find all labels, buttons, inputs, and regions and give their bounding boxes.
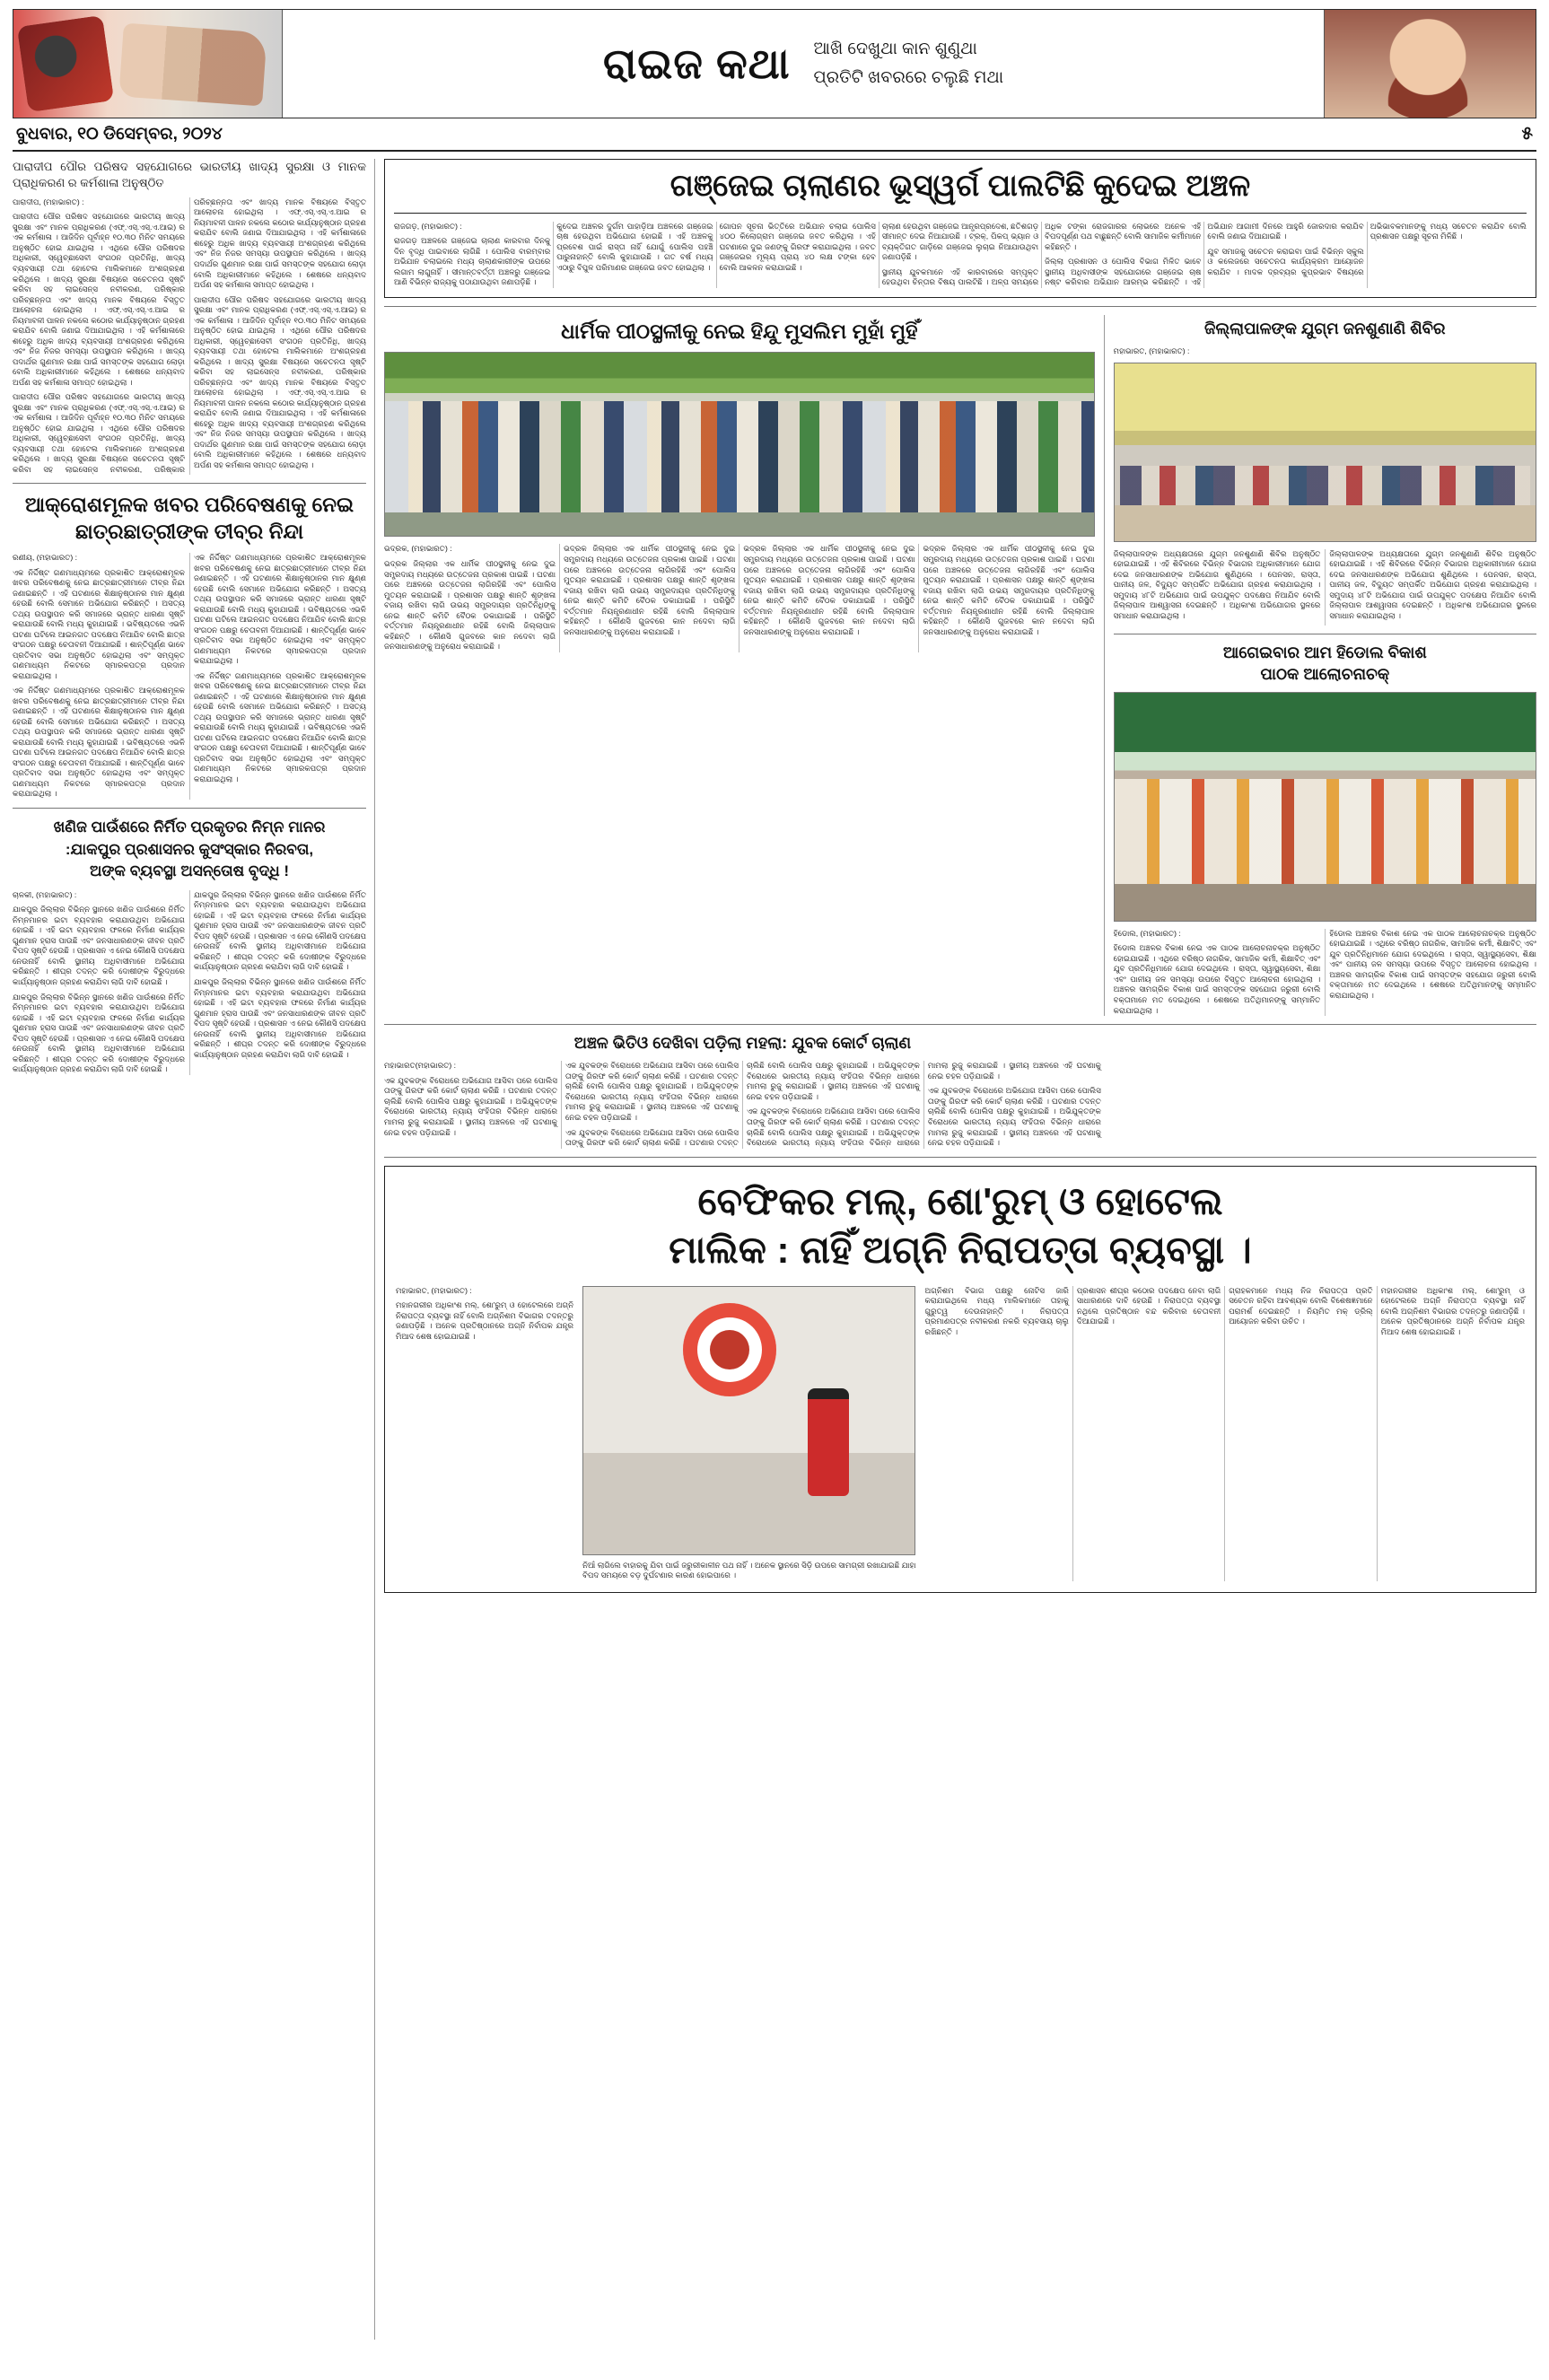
fist-logo bbox=[13, 10, 283, 118]
reader-story-headline-l1: ଆଗେଇବାର ଆମ ହିଡୋଲ ବିକାଶ bbox=[1222, 643, 1427, 662]
divider-2 bbox=[13, 808, 366, 809]
camp-story-headline: ଜିଲ୍ଲାପାଳଙ୍କ ଯୁଗ୍ମ ଜନଶୁଣାଣି ଶିବିର bbox=[1204, 319, 1446, 337]
main-story-col-6: ଯୁବ ସମାଜକୁ ସଚେତନ କରାଇବା ପାଇଁ ବିଭିନ୍ନ ସ୍କୁଲ ଓ କଲେଜରେ ସଚେତନତା କାର୍ଯ୍ୟକ୍ରମ ଆୟୋଜନ କରାଯିବ । ମାଦକ ଦ୍ରବ୍ୟର କୁପ୍ରଭାବ ବିଷୟରେ ଅଭିଭାବକମାନଙ୍କୁ ମଧ୍ୟ ସଚେତନ କରାଯିବ ବୋଲି ପ୍ରଶାସନ ପକ୍ଷରୁ ସୂଚନା ମିଳିଛି । bbox=[1207, 221, 1527, 276]
tagline-line-1: ଆଖି ଦେଖୁଥା କାନ ଶୁଣୁଥା bbox=[813, 39, 977, 58]
bottom-story bbox=[384, 1166, 1536, 1593]
fire-safety-equipment-photo bbox=[582, 1286, 915, 1555]
left-column bbox=[13, 159, 375, 2340]
main-story-col-1: କୁଦେଇ ଅଞ୍ଚଳର ଦୁର୍ଗମ ପାହାଡ଼ିଆ ଅଞ୍ଚଳରେ ଗଞ୍ଜେଇ ଚାଷ ହେଉଥିବା ଅଭିଯୋଗ ହୋଇଛି । ଏହି ଅଞ୍ଚଳକୁ ପ୍ରବେଶ ପାଇଁ ରାସ୍ତା ନାହିଁ ଯୋଗୁଁ ପୋଲିସ ପହଞ୍ଚି ପାରୁନାହାନ୍ତି ବୋଲି କୁହାଯାଉଛି । ଗତ ବର୍ଷ ମଧ୍ୟ ଏଠାରୁ ବିପୁଳ ପରିମାଣର ଗଞ୍ଜେଇ ଜବତ ହୋଇଥିଲା । bbox=[556, 221, 713, 272]
story2-dateline: ରଣୀୟ, (ମହାଭାରତ) : bbox=[13, 553, 78, 563]
story3-body bbox=[13, 890, 366, 1075]
court-story-text-4: ଏକ ଯୁବକଙ୍କ ବିରୋଧରେ ଅଭିଯୋଗ ଆସିବା ପରେ ପୋଲିସ ତାଙ୍କୁ ଗିରଫ କରି କୋର୍ଟ ଚାଲାଣ କରିଛି । ଘଟଣାର ତଦନ୍ତ ଚାଲିଛି ବୋଲି ପୋଲିସ ପକ୍ଷରୁ କୁହାଯାଇଛି । ଅଭିଯୁକ୍ତଙ୍କ ବିରୋଧରେ ଭାରତୀୟ ନ୍ୟାୟ ସଂହିତାର ବିଭିନ୍ନ ଧାରାରେ ମାମଲା ରୁଜୁ କରାଯାଇଛି । ସ୍ଥାନୀୟ ଅଞ୍ଚଳରେ ଏହି ଘଟଣାକୁ ନେଇ ଚହଳ ପଡ଼ିଯାଇଛି । bbox=[746, 1061, 1101, 1148]
main-story-headline: ଗଞ୍ଜେଇ ଚାଲାଣର ଭୂସ୍ୱର୍ଗ ପାଲଟିଛି କୁଦେଇ ଅଞ୍ଚଳ bbox=[394, 167, 1527, 214]
reader-story-headline bbox=[1114, 643, 1536, 685]
religious-story-text: ଭଦ୍ରକ ଜିଲ୍ଲାର ଏକ ଧାର୍ମିକ ପୀଠସ୍ଥଳୀକୁ ନେଇ ଦୁଇ ସମ୍ପ୍ରଦାୟ ମଧ୍ୟରେ ଉତ୍ତେଜନା ପ୍ରକାଶ ପାଇଛି । ଘଟଣା ପରେ ଅଞ୍ଚଳରେ ଉତ୍ତେଜନା ଲାଗିରହିଛି ଏବଂ ପୋଲିସ ମୁତୟନ କରାଯାଇଛି । ପ୍ରଶାସନ ପକ୍ଷରୁ ଶାନ୍ତି ଶୃଙ୍ଖଳା ବଜାୟ ରଖିବା ଲାଗି ଉଭୟ ସମ୍ପ୍ରଦାୟର ପ୍ରତିନିଧିଙ୍କୁ ନେଇ ଶାନ୍ତି କମିଟି ବୈଠକ ଡକାଯାଇଛି । ପରିସ୍ଥିତି ବର୍ତ୍ତମାନ ନିୟନ୍ତ୍ରଣାଧୀନ ରହିଛି ବୋଲି ଜିଲ୍ଲାପାଳ କହିଛନ୍ତି । କୌଣସି ଗୁଜବରେ କାନ ନଦେବା ଲାଗି ଜନସାଧାରଣଙ୍କୁ ଅନୁରୋଧ କରାଯାଇଛି । bbox=[384, 559, 556, 652]
fire-photo-wrap bbox=[582, 1286, 915, 1581]
bottom-story-text-0: ମହାନଗରୀର ଅଧିକାଂଶ ମଲ୍, ଶୋ'ରୁମ୍ ଓ ହୋଟେଲରେ ଅଗ୍ନି ନିରାପତ୍ତା ବ୍ୟବସ୍ଥା ନାହିଁ ବୋଲି ଅଗ୍ନିଶମ ବିଭାଗର ତଦନ୍ତରୁ ଜଣାପଡ଼ିଛି । ଅନେକ ପ୍ରତିଷ୍ଠାନରେ ଅଗ୍ନି ନିର୍ବାପକ ଯନ୍ତ୍ର ମିଆଦ ଶେଷ ହୋଇଯାଇଛି । bbox=[396, 1300, 574, 1341]
middle-row bbox=[384, 315, 1536, 1016]
main-story-col-2: ଗୋପନ ସୂଚନା ଭିତ୍ତିରେ ଅଭିଯାନ ଚଲାଇ ପୋଲିସ ୪୦୦ କିଲୋଗ୍ରାମ ଗଞ୍ଜେଇ ଜବତ କରିଥିଲା । ଏହି ଘଟଣାରେ ଦୁଇ ଜଣଙ୍କୁ ଗିରଫ କରାଯାଇଥିଲା । ଜବତ ଗଞ୍ଜେଇର ମୂଲ୍ୟ ପ୍ରାୟ ୪୦ ଲକ୍ଷ ଟଙ୍କା ହେବ ବୋଲି ଆକଳନ କରାଯାଇଛି । bbox=[719, 221, 876, 272]
story3-text-3: ଯାକପୁର ଜିଲ୍ଲାର ବିଭିନ୍ନ ସ୍ଥାନରେ ଖଣିଜ ପାଉଁଶରେ ନିର୍ମିତ ନିମ୍ନମାନର ଇଟା ବ୍ୟବହାର କରାଯାଉଥିବା ଅଭିଯୋଗ ହୋଇଛି । ଏହି ଇଟା ବ୍ୟବହାର ଫଳରେ ନିର୍ମାଣ କାର୍ଯ୍ୟର ଗୁଣମାନ ହ୍ରାସ ପାଉଛି ଏବଂ ଜନସାଧାରଣଙ୍କ ଜୀବନ ପ୍ରତି ବିପଦ ସୃଷ୍ଟି ହେଉଛି । ପ୍ରଶାସନ ଏ ନେଇ କୌଣସି ପଦକ୍ଷେପ ନେଉନାହିଁ ବୋଲି ସ୍ଥାନୀୟ ଅଧିବାସୀମାନେ ଅଭିଯୋଗ କରିଛନ୍ତି । ଶୀଘ୍ର ତଦନ୍ତ କରି ଦୋଷୀଙ୍କ ବିରୁଦ୍ଧରେ କାର୍ଯ୍ୟାନୁଷ୍ଠାନ ଗ୍ରହଣ କରାଯିବା ଲାଗି ଦାବି ହୋଇଛି । bbox=[194, 889, 366, 972]
bottom-story-row bbox=[396, 1286, 1525, 1581]
main-story-dateline: ରାଜଗଡ଼, (ମହାଭାରତ) : bbox=[394, 221, 462, 231]
masthead-tagline bbox=[814, 35, 1004, 93]
religious-story-text-2: ଭଦ୍ରକ ଜିଲ୍ଲାର ଏକ ଧାର୍ମିକ ପୀଠସ୍ଥଳୀକୁ ନେଇ ଦୁଇ ସମ୍ପ୍ରଦାୟ ମଧ୍ୟରେ ଉତ୍ତେଜନା ପ୍ରକାଶ ପାଇଛି । ଘଟଣା ପରେ ଅଞ୍ଚଳରେ ଉତ୍ତେଜନା ଲାଗିରହିଛି ଏବଂ ପୋଲିସ ମୁତୟନ କରାଯାଇଛି । ପ୍ରଶାସନ ପକ୍ଷରୁ ଶାନ୍ତି ଶୃଙ୍ଖଳା ବଜାୟ ରଖିବା ଲାଗି ଉଭୟ ସମ୍ପ୍ରଦାୟର ପ୍ରତିନିଧିଙ୍କୁ ନେଇ ଶାନ୍ତି କମିଟି ବୈଠକ ଡକାଯାଇଛି । ପରିସ୍ଥିତି ବର୍ତ୍ତମାନ ନିୟନ୍ତ୍ରଣାଧୀନ ରହିଛି ବୋଲି ଜିଲ୍ଲାପାଳ କହିଛନ୍ତି । କୌଣସି ଗୁଜବରେ କାନ ନଦେବା ଲାଗି ଜନସାଧାରଣଙ୍କୁ ଅନୁରୋଧ କରାଯାଇଛି । bbox=[564, 544, 736, 636]
main-story-col-5: ଜିଲ୍ଲା ପ୍ରଶାସନ ଓ ପୋଲିସ ବିଭାଗ ମିଳିତ ଭାବେ ସ୍ଥାନୀୟ ଅଧିବାସୀଙ୍କ ସହଯୋଗରେ ଗଞ୍ଜେଇ ଚାଷ ନଷ୍ଟ କରିବାର ଅଭିଯାନ ଆରମ୍ଭ କରିଛନ୍ତି । ଏହି ଅଭିଯାନ ଆଗାମୀ ଦିନରେ ଆହୁରି ଜୋରଦାର କରାଯିବ ବୋଲି ଜଣାଇ ଦିଆଯାଇଛି । bbox=[1045, 221, 1364, 287]
reader-story-body bbox=[1114, 929, 1536, 1016]
divider-1 bbox=[13, 483, 366, 484]
divider-6 bbox=[384, 1157, 1536, 1158]
reader-story-text: ହିଡୋଲ ଅଞ୍ଚଳର ବିକାଶ ନେଇ ଏକ ପାଠକ ଆଲୋଚନାଚକ୍ର ଅନୁଷ୍ଠିତ ହୋଇଯାଇଛି । ଏଥିରେ ବରିଷ୍ଠ ନାଗରିକ, ସାମାଜିକ କର୍ମୀ, ଶିକ୍ଷାବିତ୍ ଏବଂ ଯୁବ ପ୍ରତିନିଧିମାନେ ଯୋଗ ଦେଇଥିଲେ । ରାସ୍ତା, ସ୍ୱାସ୍ଥ୍ୟସେବା, ଶିକ୍ଷା ଏବଂ ପାନୀୟ ଜଳ ସମସ୍ୟା ଉପରେ ବିସ୍ତୃତ ଆଲୋଚନା ହୋଇଥିଲା । ଅଞ୍ଚଳର ସାମଗ୍ରିକ ବିକାଶ ପାଇଁ ସମସ୍ତଙ୍କ ସହଯୋଗ ଜରୁରୀ ବୋଲି ବକ୍ତାମାନେ ମତ ଦେଇଥିଲେ । ଶେଷରେ ଅତିଥିମାନଙ୍କୁ ସମ୍ମାନିତ କରାଯାଇଥିଲା । bbox=[1113, 943, 1321, 1015]
bottom-story-col-a bbox=[396, 1286, 573, 1581]
bottom-story-col-b bbox=[924, 1286, 1525, 1581]
camp-story bbox=[1114, 315, 1536, 1016]
religious-story-headline: ଧାର୍ମିକ ପୀଠସ୍ଥଳୀକୁ ନେଇ ହିନ୍ଦୁ ମୁସଲିମ ମୁହାଁ ମୁହିଁ bbox=[561, 319, 918, 343]
camp-story-text-2: ଜିଲ୍ଲାପାଳଙ୍କ ଅଧ୍ୟକ୍ଷତାରେ ଯୁଗ୍ମ ଜନଶୁଣାଣି ଶିବିର ଅନୁଷ୍ଠିତ ହୋଇଯାଇଛି । ଏହି ଶିବିରରେ ବିଭିନ୍ନ ବିଭାଗର ଅଧିକାରୀମାନେ ଯୋଗ ଦେଇ ଜନସାଧାରଣଙ୍କ ଅଭିଯୋଗ ଶୁଣିଥିଲେ । ପେନସନ, ରାସ୍ତା, ପାନୀୟ ଜଳ, ବିଦ୍ୟୁତ ସମ୍ପର୍କିତ ଅଭିଯୋଗ ଗ୍ରହଣ କରାଯାଇଥିଲା । ସମୁଦାୟ ୪୮ଟି ଅଭିଯୋଗ ପାଇଁ ଉପଯୁକ୍ତ ପଦକ୍ଷେପ ନିଆଯିବ ବୋଲି ଜିଲ୍ଲାପାଳ ଆଶ୍ୱାସନା ଦେଇଛନ୍ତି । ଅଧିକାଂଶ ଅଭିଯୋଗର ସ୍ଥଳରେ ସମାଧାନ କରାଯାଇଥିଲା । bbox=[1329, 548, 1536, 620]
reader-story-headline-l2: ପାଠକ ଆଲୋଚନାଚକ୍ bbox=[1260, 664, 1390, 683]
story3-headline-l1: ଖଣିଜ ପାଉଁଶରେ ନିର୍ମିତ ପ୍ରକୃତର ନିମ୍ନ ମାନର bbox=[53, 818, 326, 836]
main-story bbox=[384, 159, 1536, 298]
court-story-text-5: ଏକ ଯୁବକଙ୍କ ବିରୋଧରେ ଅଭିଯୋଗ ଆସିବା ପରେ ପୋଲିସ ତାଙ୍କୁ ଗିରଫ କରି କୋର୍ଟ ଚାଲାଣ କରିଛି । ଘଟଣାର ତଦନ୍ତ ଚାଲିଛି ବୋଲି ପୋଲିସ ପକ୍ଷରୁ କୁହାଯାଇଛି । ଅଭିଯୁକ୍ତଙ୍କ ବିରୋଧରେ ଭାରତୀୟ ନ୍ୟାୟ ସଂହିତାର ବିଭିନ୍ନ ଧାରାରେ ମାମଲା ରୁଜୁ କରାଯାଇଛି । ସ୍ଥାନୀୟ ଅଞ୍ଚଳରେ ଏହି ଘଟଣାକୁ ନେଇ ଚହଳ ପଡ଼ିଯାଇଛି । bbox=[927, 1086, 1101, 1148]
lead-story-headline: ପାରାଦୀପ ପୌର ପରିଷଦ ସହଯୋଗରେ ଭାରତୀୟ ଖାଦ୍ୟ ସୁରକ୍ଷା ଓ ମାନକ ପ୍ରାଧିକରଣ ର କର୍ମଶାଳା ଅନୁଷ୍ଠିତ bbox=[13, 160, 366, 190]
divider-5 bbox=[384, 1024, 1536, 1025]
main-story-col-0: ରାଜଗଡ଼ ଅଞ୍ଚଳରେ ଗଞ୍ଜେଇ ଚାଲାଣ କାରବାର ଦିନକୁ ଦିନ ବୃଦ୍ଧି ପାଇବାରେ ଲାଗିଛି । ପୋଲିସ ବାରମ୍ବାର ଅଭିଯାନ ଚଲାଇଲେ ମଧ୍ୟ ଚାଲାଣକାରୀଙ୍କ ଉପରେ ଲଗାମ ଲାଗୁନାହିଁ । ସୀମାନ୍ତବର୍ତ୍ତୀ ଅଞ୍ଚଳରୁ ଗଞ୍ଜେଇ ଆଣି ବିଭିନ୍ନ ରାଜ୍ୟକୁ ପଠାଯାଉଥିବା ଜଣାପଡ଼ିଛି । bbox=[394, 236, 551, 287]
divider-3 bbox=[384, 306, 1536, 307]
religious-story-text-4: ଭଦ୍ରକ ଜିଲ୍ଲାର ଏକ ଧାର୍ମିକ ପୀଠସ୍ଥଳୀକୁ ନେଇ ଦୁଇ ସମ୍ପ୍ରଦାୟ ମଧ୍ୟରେ ଉତ୍ତେଜନା ପ୍ରକାଶ ପାଇଛି । ଘଟଣା ପରେ ଅଞ୍ଚଳରେ ଉତ୍ତେଜନା ଲାଗିରହିଛି ଏବଂ ପୋଲିସ ମୁତୟନ କରାଯାଇଛି । ପ୍ରଶାସନ ପକ୍ଷରୁ ଶାନ୍ତି ଶୃଙ୍ଖଳା ବଜାୟ ରଖିବା ଲାଗି ଉଭୟ ସମ୍ପ୍ରଦାୟର ପ୍ରତିନିଧିଙ୍କୁ ନେଇ ଶାନ୍ତି କମିଟି ବୈଠକ ଡକାଯାଇଛି । ପରିସ୍ଥିତି ବର୍ତ୍ତମାନ ନିୟନ୍ତ୍ରଣାଧୀନ ରହିଛି ବୋଲି ଜିଲ୍ଲାପାଳ କହିଛନ୍ତି । କୌଣସି ଗୁଜବରେ କାନ ନଦେବା ଲାଗି ଜନସାଧାରଣଙ୍କୁ ଅନୁରୋଧ କରାଯାଇଛି । bbox=[923, 544, 1095, 636]
bottom-story-text-3: ପ୍ରଶାସନ ଶୀଘ୍ର କଠୋର ପଦକ୍ଷେପ ନେବା ଲାଗି ସାଧାରଣରେ ଦାବି ହେଉଛି । ନିରାପତ୍ତା ବ୍ୟବସ୍ଥା ନଥିଲେ ପ୍ରତିଷ୍ଠାନ ବନ୍ଦ କରିବାର ଚେତାବନୀ ଦିଆଯାଇଛି । bbox=[1076, 1285, 1221, 1326]
felicitation-stage-photo bbox=[1114, 692, 1536, 922]
reader-story-text-2: ହିଡୋଲ ଅଞ୍ଚଳର ବିକାଶ ନେଇ ଏକ ପାଠକ ଆଲୋଚନାଚକ୍ର ଅନୁଷ୍ଠିତ ହୋଇଯାଇଛି । ଏଥିରେ ବରିଷ୍ଠ ନାଗରିକ, ସାମାଜିକ କର୍ମୀ, ଶିକ୍ଷାବିତ୍ ଏବଂ ଯୁବ ପ୍ରତିନିଧିମାନେ ଯୋଗ ଦେଇଥିଲେ । ରାସ୍ତା, ସ୍ୱାସ୍ଥ୍ୟସେବା, ଶିକ୍ଷା ଏବଂ ପାନୀୟ ଜଳ ସମସ୍ୟା ଉପରେ ବିସ୍ତୃତ ଆଲୋଚନା ହୋଇଥିଲା । ଅଞ୍ଚଳର ସାମଗ୍ରିକ ବିକାଶ ପାଇଁ ସମସ୍ତଙ୍କ ସହଯୋଗ ଜରୁରୀ ବୋଲି ବକ୍ତାମାନେ ମତ ଦେଇଥିଲେ । ଶେଷରେ ଅତିଥିମାନଙ୍କୁ ସମ୍ମାନିତ କରାଯାଇଥିଲା । bbox=[1329, 928, 1536, 1000]
story3-text: ଯାକପୁର ଜିଲ୍ଲାର ବିଭିନ୍ନ ସ୍ଥାନରେ ଖଣିଜ ପାଉଁଶରେ ନିର୍ମିତ ନିମ୍ନମାନର ଇଟା ବ୍ୟବହାର କରାଯାଉଥିବା ଅଭିଯୋଗ ହୋଇଛି । ଏହି ଇଟା ବ୍ୟବହାର ଫଳରେ ନିର୍ମାଣ କାର୍ଯ୍ୟର ଗୁଣମାନ ହ୍ରାସ ପାଉଛି ଏବଂ ଜନସାଧାରଣଙ୍କ ଜୀବନ ପ୍ରତି ବିପଦ ସୃଷ୍ଟି ହେଉଛି । ପ୍ରଶାସନ ଏ ନେଇ କୌଣସି ପଦକ୍ଷେପ ନେଉନାହିଁ ବୋଲି ସ୍ଥାନୀୟ ଅଧିବାସୀମାନେ ଅଭିଯୋଗ କରିଛନ୍ତି । ଶୀଘ୍ର ତଦନ୍ତ କରି ଦୋଷୀଙ୍କ ବିରୁଦ୍ଧରେ କାର୍ଯ୍ୟାନୁଷ୍ଠାନ ଗ୍ରହଣ କରାଯିବା ଲାଗି ଦାବି ହୋଇଛି । bbox=[13, 905, 185, 986]
protest-rally-photo bbox=[384, 352, 1095, 537]
story3-dateline: ଚାଳକୀ, (ମହାଭାରତ) : bbox=[13, 889, 77, 899]
lead-story-dateline: ପାରାଦୀପ, (ମହାଭାରତ) : bbox=[13, 197, 84, 206]
court-story-body bbox=[384, 1061, 1101, 1148]
story3-headline-l3: ଅଙ୍କ ବ୍ୟବସ୍ଥା ଅସନ୍ତୋଷ ବୃଦ୍ଧି ! bbox=[89, 862, 290, 880]
camp-story-dateline: ମହାଭାରତ, (ମହାଭାରତ) : bbox=[1113, 346, 1190, 355]
lead-story-body bbox=[13, 197, 366, 475]
tagline-line-2: ପ୍ରତିଟି ଖବରରେ ଚଲୁଛି ମଥା bbox=[813, 68, 1004, 87]
child-photo bbox=[1324, 10, 1536, 118]
main-story-col-3: ଚାଲାଣ ହେଉଥିବା ଗଞ୍ଜେଇ ଆନ୍ଧ୍ରପ୍ରଦେଶ, ଛତିଶଗଡ଼ ସୀମାନ୍ତ ଦେଇ ନିଆଯାଉଛି । ଟ୍ରକ୍, ପିକପ୍ ଭ୍ୟାନ ଓ ବ୍ୟକ୍ତିଗତ ଗାଡ଼ିରେ ଗଞ୍ଜେଇ ଲୁଚାଇ ନିଆଯାଉଥିବା ଜଣାପଡ଼ିଛି । bbox=[881, 221, 1039, 262]
camp-story-text: ଜିଲ୍ଲାପାଳଙ୍କ ଅଧ୍ୟକ୍ଷତାରେ ଯୁଗ୍ମ ଜନଶୁଣାଣି ଶିବିର ଅନୁଷ୍ଠିତ ହୋଇଯାଇଛି । ଏହି ଶିବିରରେ ବିଭିନ୍ନ ବିଭାଗର ଅଧିକାରୀମାନେ ଯୋଗ ଦେଇ ଜନସାଧାରଣଙ୍କ ଅଭିଯୋଗ ଶୁଣିଥିଲେ । ପେନସନ, ରାସ୍ତା, ପାନୀୟ ଜଳ, ବିଦ୍ୟୁତ ସମ୍ପର୍କିତ ଅଭିଯୋଗ ଗ୍ରହଣ କରାଯାଇଥିଲା । ସମୁଦାୟ ୪୮ଟି ଅଭିଯୋଗ ପାଇଁ ଉପଯୁକ୍ତ ପଦକ୍ଷେପ ନିଆଯିବ ବୋଲି ଜିଲ୍ଲାପାଳ ଆଶ୍ୱାସନା ଦେଇଛନ୍ତି । ଅଧିକାଂଶ ଅଭିଯୋଗର ସ୍ଥଳରେ ସମାଧାନ କରାଯାଇଥିଲା । bbox=[1113, 548, 1321, 620]
bottom-story-text-2: ଅଗ୍ନିଶମ ବିଭାଗ ପକ୍ଷରୁ ନୋଟିସ ଜାରି କରାଯାଇଥିଲେ ମଧ୍ୟ ମାଲିକମାନେ ତାହାକୁ ଗୁରୁତ୍ୱ ଦେଉନାହାନ୍ତି । ନିରାପତ୍ତା ପ୍ରମାଣପତ୍ର ନବୀକରଣ ନକରି ବ୍ୟବସାୟ ଚାଲୁ ରଖିଛନ୍ତି । bbox=[924, 1285, 1069, 1336]
court-story-dateline: ମହାଭାରତ(ମହାଭାରତ) : bbox=[384, 1061, 457, 1071]
main-story-col-4: ସ୍ଥାନୀୟ ଯୁବକମାନେ ଏହି କାରବାରରେ ସମ୍ପୃକ୍ତ ହେଉଥିବା ଚିନ୍ତାର ବିଷୟ ପାଲଟିଛି । ଅଳ୍ପ ସମୟରେ ଅଧିକ ଟଙ୍କା ରୋଜଗାରର ଲୋଭରେ ଅନେକ ଏହି ବିପଦପୂର୍ଣ୍ଣ ପଥ ବାଛୁଛନ୍ତି ବୋଲି ସାମାଜିକ କର୍ମୀମାନେ କହିଛନ୍ତି । bbox=[881, 221, 1202, 287]
page-number: ୫ bbox=[1521, 124, 1533, 144]
story3-text-4: ଯାକପୁର ଜିଲ୍ଲାର ବିଭିନ୍ନ ସ୍ଥାନରେ ଖଣିଜ ପାଉଁଶରେ ନିର୍ମିତ ନିମ୍ନମାନର ଇଟା ବ୍ୟବହାର କରାଯାଉଥିବା ଅଭିଯୋଗ ହୋଇଛି । ଏହି ଇଟା ବ୍ୟବହାର ଫଳରେ ନିର୍ମାଣ କାର୍ଯ୍ୟର ଗୁଣମାନ ହ୍ରାସ ପାଉଛି ଏବଂ ଜନସାଧାରଣଙ୍କ ଜୀବନ ପ୍ରତି ବିପଦ ସୃଷ୍ଟି ହେଉଛି । ପ୍ରଶାସନ ଏ ନେଇ କୌଣସି ପଦକ୍ଷେପ ନେଉନାହିଁ ବୋଲି ସ୍ଥାନୀୟ ଅଧିବାସୀମାନେ ଅଭିଯୋଗ କରିଛନ୍ତି । ଶୀଘ୍ର ତଦନ୍ତ କରି ଦୋଷୀଙ୍କ ବିରୁଦ୍ଧରେ କାର୍ଯ୍ୟାନୁଷ୍ଠାନ ଗ୍ରହଣ କରାଯିବା ଲାଗି ଦାବି ହୋଇଛି । bbox=[194, 977, 366, 1059]
bottom-story-text-1: ନିଆଁ ଲାଗିଲେ ବାହାରକୁ ଯିବା ପାଇଁ ଜରୁରୀକାଳୀନ ପଥ ନାହିଁ । ଅନେକ ସ୍ଥାନରେ ସିଡ଼ି ଉପରେ ସାମଗ୍ରୀ ରଖାଯାଇଛି ଯାହା ବିପଦ ସମୟରେ ବଡ଼ ଦୁର୍ଘଟଣାର କାରଣ ହୋଇପାରେ । bbox=[582, 1560, 916, 1580]
lead-story-text-2: ପାରାଦୀପ ପୌର ପରିଷଦ ସହଯୋଗରେ ଭାରତୀୟ ଖାଦ୍ୟ ସୁରକ୍ଷା ଏବଂ ମାନକ ପ୍ରାଧିକରଣ (ଏଫ୍.ଏସ୍.ଏସ୍.ଏ.ଆଇ) ର ଏକ କର୍ମଶାଳା । ଆଜିଦିନ ପୂର୍ବାହ୍ନ ୧୦.୩୦ ମିନିଟ ସମୟରେ ଅନୁଷ୍ଠିତ ହୋଇ ଯାଇଥିଲା । ଏଥିରେ ପୌର ପରିଷଦର ଅଧିକାରୀ, ସ୍ୱେଚ୍ଛାସେବୀ ସଂଗଠନ ପ୍ରତିନିଧି, ଖାଦ୍ୟ ବ୍ୟବସାୟୀ ତଥା ହୋଟେଲ ମାଲିକମାନେ ଅଂଶଗ୍ରହଣ କରିଥିଲେ । ଖାଦ୍ୟ ସୁରକ୍ଷା ବିଷୟରେ ସଚେତନତା ସୃଷ୍ଟି କରିବା ସହ ଲାଇସେନ୍ସ ନବୀକରଣ, ପରିଷ୍କାର ପରିଚ୍ଛନ୍ନତା ଏବଂ ଖାଦ୍ୟ ମାନକ ବିଷୟରେ ବିସ୍ତୃତ ଆଲୋଚନା ହୋଇଥିଲା । ଏଫ୍.ଏସ୍.ଏସ୍.ଏ.ଆଇ ର ନିୟମାବଳୀ ପାଳନ ନକଲେ କଠୋର କାର୍ଯ୍ୟାନୁଷ୍ଠାନ ଗ୍ରହଣ କରାଯିବ ବୋଲି ଜଣାଇ ଦିଆଯାଇଥିଲା । ଏହି କର୍ମଶାଳାରେ ଶହେରୁ ଅଧିକ ଖାଦ୍ୟ ବ୍ୟବସାୟୀ ଅଂଶଗ୍ରହଣ କରିଥିଲେ ଏବଂ ନିଜ ନିଜର ସମସ୍ୟା ଉପସ୍ଥାପନ କରିଥିଲେ । ଖାଦ୍ୟ ପଦାର୍ଥର ଗୁଣମାନ ରକ୍ଷା ପାଇଁ ସମସ୍ତଙ୍କ ସହଯୋଗ ଲୋଡ଼ା ବୋଲି ଅଧିକାରୀମାନେ କହିଥିଲେ । ଶେଷରେ ଧନ୍ୟବାଦ ଅର୍ପଣ ସହ କର୍ମଶାଳା ସମାପ୍ତ ହୋଇଥିଲା । bbox=[13, 197, 366, 474]
story2-text: ଏକ ନିର୍ଦ୍ଦିଷ୍ଟ ଗଣମାଧ୍ୟମରେ ପ୍ରକାଶିତ ଆକ୍ରୋଶମୂଳକ ଖବର ପରିବେଷଣକୁ ନେଇ ଛାତ୍ରଛାତ୍ରୀମାନେ ତୀବ୍ର ନିନ୍ଦା ଜଣାଇଛନ୍ତି । ଏହି ଘଟଣାରେ ଶିକ୍ଷାନୁଷ୍ଠାନର ମାନ କ୍ଷୁଣ୍ଣ ହେଉଛି ବୋଲି ସେମାନେ ଅଭିଯୋଗ କରିଛନ୍ତି । ଅସତ୍ୟ ତଥ୍ୟ ଉପସ୍ଥାପନ କରି ସମାଜରେ ଭ୍ରାନ୍ତ ଧାରଣା ସୃଷ୍ଟି କରାଯାଉଛି ବୋଲି ମଧ୍ୟ କୁହାଯାଇଛି । ଭବିଷ୍ୟତରେ ଏଭଳି ଘଟଣା ଘଟିଲେ ଆଇନଗତ ପଦକ୍ଷେପ ନିଆଯିବ ବୋଲି ଛାତ୍ର ସଂଗଠନ ପକ୍ଷରୁ ଚେତାବନୀ ଦିଆଯାଇଛି । ଶାନ୍ତିପୂର୍ଣ୍ଣ ଭାବେ ପ୍ରତିବାଦ ସଭା ଅନୁଷ୍ଠିତ ହୋଇଥିଲା ଏବଂ ସମ୍ପୃକ୍ତ ଗଣମାଧ୍ୟମ ନିକଟରେ ସ୍ମାରକପତ୍ର ପ୍ରଦାନ କରାଯାଇଥିଲା । bbox=[13, 567, 185, 680]
publication-date: ବୁଧବାର, ୧୦ ଡିସେମ୍ବର, ୨୦୨୪ bbox=[16, 125, 223, 144]
story3-text-2: ଯାକପୁର ଜିଲ୍ଲାର ବିଭିନ୍ନ ସ୍ଥାନରେ ଖଣିଜ ପାଉଁଶରେ ନିର୍ମିତ ନିମ୍ନମାନର ଇଟା ବ୍ୟବହାର କରାଯାଉଥିବା ଅଭିଯୋଗ ହୋଇଛି । ଏହି ଇଟା ବ୍ୟବହାର ଫଳରେ ନିର୍ମାଣ କାର୍ଯ୍ୟର ଗୁଣମାନ ହ୍ରାସ ପାଉଛି ଏବଂ ଜନସାଧାରଣଙ୍କ ଜୀବନ ପ୍ରତି ବିପଦ ସୃଷ୍ଟି ହେଉଛି । ପ୍ରଶାସନ ଏ ନେଇ କୌଣସି ପଦକ୍ଷେପ ନେଉନାହିଁ ବୋଲି ସ୍ଥାନୀୟ ଅଧିବାସୀମାନେ ଅଭିଯୋଗ କରିଛନ୍ତି । ଶୀଘ୍ର ତଦନ୍ତ କରି ଦୋଷୀଙ୍କ ବିରୁଦ୍ଧରେ କାର୍ଯ୍ୟାନୁଷ୍ଠାନ ଗ୍ରହଣ କରାଯିବା ଲାଗି ଦାବି ହୋଇଛି । bbox=[13, 992, 185, 1074]
court-story-text: ଏକ ଯୁବକଙ୍କ ବିରୋଧରେ ଅଭିଯୋଗ ଆସିବା ପରେ ପୋଲିସ ତାଙ୍କୁ ଗିରଫ କରି କୋର୍ଟ ଚାଲାଣ କରିଛି । ଘଟଣାର ତଦନ୍ତ ଚାଲିଛି ବୋଲି ପୋଲିସ ପକ୍ଷରୁ କୁହାଯାଇଛି । ଅଭିଯୁକ୍ତଙ୍କ ବିରୋଧରେ ଭାରତୀୟ ନ୍ୟାୟ ସଂହିତାର ବିଭିନ୍ନ ଧାରାରେ ମାମଲା ରୁଜୁ କରାଯାଇଛି । ସ୍ଥାନୀୟ ଅଞ୍ଚଳରେ ଏହି ଘଟଣାକୁ ନେଇ ଚହଳ ପଡ଼ିଯାଇଛି । bbox=[384, 1075, 557, 1137]
bottom-story-headline-l1: ବେଫିକର ମଲ୍, ଶୋ'ରୁମ୍ ଓ ହୋଟେଲ bbox=[697, 1179, 1223, 1222]
story2-text-3: ଏକ ନିର୍ଦ୍ଦିଷ୍ଟ ଗଣମାଧ୍ୟମରେ ପ୍ରକାଶିତ ଆକ୍ରୋଶମୂଳକ ଖବର ପରିବେଷଣକୁ ନେଇ ଛାତ୍ରଛାତ୍ରୀମାନେ ତୀବ୍ର ନିନ୍ଦା ଜଣାଇଛନ୍ତି । ଏହି ଘଟଣାରେ ଶିକ୍ଷାନୁଷ୍ଠାନର ମାନ କ୍ଷୁଣ୍ଣ ହେଉଛି ବୋଲି ସେମାନେ ଅଭିଯୋଗ କରିଛନ୍ତି । ଅସତ୍ୟ ତଥ୍ୟ ଉପସ୍ଥାପନ କରି ସମାଜରେ ଭ୍ରାନ୍ତ ଧାରଣା ସୃଷ୍ଟି କରାଯାଉଛି ବୋଲି ମଧ୍ୟ କୁହାଯାଇଛି । ଭବିଷ୍ୟତରେ ଏଭଳି ଘଟଣା ଘଟିଲେ ଆଇନଗତ ପଦକ୍ଷେପ ନିଆଯିବ ବୋଲି ଛାତ୍ର ସଂଗଠନ ପକ୍ଷରୁ ଚେତାବନୀ ଦିଆଯାଇଛି । ଶାନ୍ତିପୂର୍ଣ୍ଣ ଭାବେ ପ୍ରତିବାଦ ସଭା ଅନୁଷ୍ଠିତ ହୋଇଥିଲା ଏବଂ ସମ୍ପୃକ୍ତ ଗଣମାଧ୍ୟମ ନିକଟରେ ସ୍ମାରକପତ୍ର ପ୍ରଦାନ କରାଯାଇଥିଲା । bbox=[194, 553, 366, 666]
bottom-story-dateline: ମହାଭାରତ, (ମହାଭାରତ) : bbox=[396, 1285, 472, 1295]
court-story bbox=[384, 1033, 1110, 1149]
court-story-text-3: ଏକ ଯୁବକଙ୍କ ବିରୋଧରେ ଅଭିଯୋଗ ଆସିବା ପରେ ପୋଲିସ ତାଙ୍କୁ ଗିରଫ କରି କୋର୍ଟ ଚାଲାଣ କରିଛି । ଘଟଣାର ତଦନ୍ତ ଚାଲିଛି ବୋଲି ପୋଲିସ ପକ୍ଷରୁ କୁହାଯାଇଛି । ଅଭିଯୁକ୍ତଙ୍କ ବିରୋଧରେ ଭାରତୀୟ ନ୍ୟାୟ ସଂହିତାର ବିଭିନ୍ନ ଧାରାରେ ମାମଲା ରୁଜୁ କରାଯାଇଛି । ସ୍ଥାନୀୟ ଅଞ୍ଚଳରେ ଏହି ଘଟଣାକୁ ନେଇ ଚହଳ ପଡ଼ିଯାଇଛି । bbox=[564, 1061, 920, 1148]
main-story-body bbox=[394, 222, 1527, 288]
story2-text-4: ଏକ ନିର୍ଦ୍ଦିଷ୍ଟ ଗଣମାଧ୍ୟମରେ ପ୍ରକାଶିତ ଆକ୍ରୋଶମୂଳକ ଖବର ପରିବେଷଣକୁ ନେଇ ଛାତ୍ରଛାତ୍ରୀମାନେ ତୀବ୍ର ନିନ୍ଦା ଜଣାଇଛନ୍ତି । ଏହି ଘଟଣାରେ ଶିକ୍ଷାନୁଷ୍ଠାନର ମାନ କ୍ଷୁଣ୍ଣ ହେଉଛି ବୋଲି ସେମାନେ ଅଭିଯୋଗ କରିଛନ୍ତି । ଅସତ୍ୟ ତଥ୍ୟ ଉପସ୍ଥାପନ କରି ସମାଜରେ ଭ୍ରାନ୍ତ ଧାରଣା ସୃଷ୍ଟି କରାଯାଉଛି ବୋଲି ମଧ୍ୟ କୁହାଯାଇଛି । ଭବିଷ୍ୟତରେ ଏଭଳି ଘଟଣା ଘଟିଲେ ଆଇନଗତ ପଦକ୍ଷେପ ନିଆଯିବ ବୋଲି ଛାତ୍ର ସଂଗଠନ ପକ୍ଷରୁ ଚେତାବନୀ ଦିଆଯାଇଛି । ଶାନ୍ତିପୂର୍ଣ୍ଣ ଭାବେ ପ୍ରତିବାଦ ସଭା ଅନୁଷ୍ଠିତ ହୋଇଥିଲା ଏବଂ ସମ୍ପୃକ୍ତ ଗଣମାଧ୍ୟମ ନିକଟରେ ସ୍ମାରକପତ୍ର ପ୍ରଦାନ କରାଯାଇଥିଲା । bbox=[194, 670, 366, 783]
page-title: ରାଇଜ କଥା bbox=[602, 39, 791, 87]
main-column bbox=[384, 159, 1536, 2340]
bottom-story-headline-l2: ମାଲିକ : ନାହିଁ ଅଗ୍ନି ନିରାପତ୍ତା ବ୍ୟବସ୍ଥା । bbox=[669, 1229, 1252, 1272]
court-story-headline: ଅଞ୍ଚଳ ଭିତିଓ ଦେଖିବା ପଡ଼ିଲା ମହଲା: ଯୁବକ କୋର୍ଟ ଚାଲାଣ bbox=[573, 1034, 912, 1053]
public-hearing-camp-photo bbox=[1114, 363, 1536, 542]
religious-story bbox=[384, 315, 1105, 1016]
masthead bbox=[13, 9, 1536, 118]
bottom-story-headline bbox=[396, 1177, 1525, 1275]
story3-headline bbox=[13, 817, 366, 883]
lead-story-text-3: ପାରାଦୀପ ପୌର ପରିଷଦ ସହଯୋଗରେ ଭାରତୀୟ ଖାଦ୍ୟ ସୁରକ୍ଷା ଏବଂ ମାନକ ପ୍ରାଧିକରଣ (ଏଫ୍.ଏସ୍.ଏସ୍.ଏ.ଆଇ) ର ଏକ କର୍ମଶାଳା । ଆଜିଦିନ ପୂର୍ବାହ୍ନ ୧୦.୩୦ ମିନିଟ ସମୟରେ ଅନୁଷ୍ଠିତ ହୋଇ ଯାଇଥିଲା । ଏଥିରେ ପୌର ପରିଷଦର ଅଧିକାରୀ, ସ୍ୱେଚ୍ଛାସେବୀ ସଂଗଠନ ପ୍ରତିନିଧି, ଖାଦ୍ୟ ବ୍ୟବସାୟୀ ତଥା ହୋଟେଲ ମାଲିକମାନେ ଅଂଶଗ୍ରହଣ କରିଥିଲେ । ଖାଦ୍ୟ ସୁରକ୍ଷା ବିଷୟରେ ସଚେତନତା ସୃଷ୍ଟି କରିବା ସହ ଲାଇସେନ୍ସ ନବୀକରଣ, ପରିଷ୍କାର ପରିଚ୍ଛନ୍ନତା ଏବଂ ଖାଦ୍ୟ ମାନକ ବିଷୟରେ ବିସ୍ତୃତ ଆଲୋଚନା ହୋଇଥିଲା । ଏଫ୍.ଏସ୍.ଏସ୍.ଏ.ଆଇ ର ନିୟମାବଳୀ ପାଳନ ନକଲେ କଠୋର କାର୍ଯ୍ୟାନୁଷ୍ଠାନ ଗ୍ରହଣ କରାଯିବ ବୋଲି ଜଣାଇ ଦିଆଯାଇଥିଲା । ଏହି କର୍ମଶାଳାରେ ଶହେରୁ ଅଧିକ ଖାଦ୍ୟ ବ୍ୟବସାୟୀ ଅଂଶଗ୍ରହଣ କରିଥିଲେ ଏବଂ ନିଜ ନିଜର ସମସ୍ୟା ଉପସ୍ଥାପନ କରିଥିଲେ । ଖାଦ୍ୟ ପଦାର୍ଥର ଗୁଣମାନ ରକ୍ଷା ପାଇଁ ସମସ୍ତଙ୍କ ସହଯୋଗ ଲୋଡ଼ା ବୋଲି ଅଧିକାରୀମାନେ କହିଥିଲେ । ଶେଷରେ ଧନ୍ୟବାଦ ଅର୍ପଣ ସହ କର୍ମଶାଳା ସମାପ୍ତ ହୋଇଥିଲା । bbox=[194, 294, 366, 469]
masthead-center bbox=[283, 10, 1324, 118]
bottom-story-text-5: ମହାନଗରୀର ଅଧିକାଂଶ ମଲ୍, ଶୋ'ରୁମ୍ ଓ ହୋଟେଲରେ ଅଗ୍ନି ନିରାପତ୍ତା ବ୍ୟବସ୍ଥା ନାହିଁ ବୋଲି ଅଗ୍ନିଶମ ବିଭାଗର ତଦନ୍ତରୁ ଜଣାପଡ଼ିଛି । ଅନେକ ପ୍ରତିଷ୍ଠାନରେ ଅଗ୍ନି ନିର୍ବାପକ ଯନ୍ତ୍ର ମିଆଦ ଶେଷ ହୋଇଯାଇଛି । bbox=[1380, 1285, 1525, 1336]
reader-story-dateline: ହିଡୋଲ, (ମହାଭାରତ) : bbox=[1113, 928, 1181, 938]
page-body bbox=[13, 159, 1536, 2340]
lead-story-text: ପାରାଦୀପ ପୌର ପରିଷଦ ସହଯୋଗରେ ଭାରତୀୟ ଖାଦ୍ୟ ସୁରକ୍ଷା ଏବଂ ମାନକ ପ୍ରାଧିକରଣ (ଏଫ୍.ଏସ୍.ଏସ୍.ଏ.ଆଇ) ର ଏକ କର୍ମଶାଳା । ଆଜିଦିନ ପୂର୍ବାହ୍ନ ୧୦.୩୦ ମିନିଟ ସମୟରେ ଅନୁଷ୍ଠିତ ହୋଇ ଯାଇଥିଲା । ଏଥିରେ ପୌର ପରିଷଦର ଅଧିକାରୀ, ସ୍ୱେଚ୍ଛାସେବୀ ସଂଗଠନ ପ୍ରତିନିଧି, ଖାଦ୍ୟ ବ୍ୟବସାୟୀ ତଥା ହୋଟେଲ ମାଲିକମାନେ ଅଂଶଗ୍ରହଣ କରିଥିଲେ । ଖାଦ୍ୟ ସୁରକ୍ଷା ବିଷୟରେ ସଚେତନତା ସୃଷ୍ଟି କରିବା ସହ ଲାଇସେନ୍ସ ନବୀକରଣ, ପରିଷ୍କାର ପରିଚ୍ଛନ୍ନତା ଏବଂ ଖାଦ୍ୟ ମାନକ ବିଷୟରେ ବିସ୍ତୃତ ଆଲୋଚନା ହୋଇଥିଲା । ଏଫ୍.ଏସ୍.ଏସ୍.ଏ.ଆଇ ର ନିୟମାବଳୀ ପାଳନ ନକଲେ କଠୋର କାର୍ଯ୍ୟାନୁଷ୍ଠାନ ଗ୍ରହଣ କରାଯିବ ବୋଲି ଜଣାଇ ଦିଆଯାଇଥିଲା । ଏହି କର୍ମଶାଳାରେ ଶହେରୁ ଅଧିକ ଖାଦ୍ୟ ବ୍ୟବସାୟୀ ଅଂଶଗ୍ରହଣ କରିଥିଲେ ଏବଂ ନିଜ ନିଜର ସମସ୍ୟା ଉପସ୍ଥାପନ କରିଥିଲେ । ଖାଦ୍ୟ ପଦାର୍ଥର ଗୁଣମାନ ରକ୍ଷା ପାଇଁ ସମସ୍ତଙ୍କ ସହଯୋଗ ଲୋଡ଼ା ବୋଲି ଅଧିକାରୀମାନେ କହିଥିଲେ । ଶେଷରେ ଧନ୍ୟବାଦ ଅର୍ପଣ ସହ କର୍ମଶାଳା ସମାପ୍ତ ହୋଇଥିଲା । bbox=[13, 212, 185, 387]
date-bar bbox=[13, 122, 1536, 152]
camp-story-body bbox=[1114, 549, 1536, 626]
court-story-text-2: ଏକ ଯୁବକଙ୍କ ବିରୋଧରେ ଅଭିଯୋଗ ଆସିବା ପରେ ପୋଲିସ ତାଙ୍କୁ ଗିରଫ କରି କୋର୍ଟ ଚାଲାଣ କରିଛି । ଘଟଣାର ତଦନ୍ତ ଚାଲିଛି ବୋଲି ପୋଲିସ ପକ୍ଷରୁ କୁହାଯାଇଛି । ଅଭିଯୁକ୍ତଙ୍କ ବିରୋଧରେ ଭାରତୀୟ ନ୍ୟାୟ ସଂହିତାର ବିଭିନ୍ନ ଧାରାରେ ମାମଲା ରୁଜୁ କରାଯାଇଛି । ସ୍ଥାନୀୟ ଅଞ୍ଚଳରେ ଏହି ଘଟଣାକୁ ନେଇ ଚହଳ ପଡ଼ିଯାଇଛି । bbox=[564, 1061, 739, 1122]
religious-story-text-3: ଭଦ୍ରକ ଜିଲ୍ଲାର ଏକ ଧାର୍ମିକ ପୀଠସ୍ଥଳୀକୁ ନେଇ ଦୁଇ ସମ୍ପ୍ରଦାୟ ମଧ୍ୟରେ ଉତ୍ତେଜନା ପ୍ରକାଶ ପାଇଛି । ଘଟଣା ପରେ ଅଞ୍ଚଳରେ ଉତ୍ତେଜନା ଲାଗିରହିଛି ଏବଂ ପୋଲିସ ମୁତୟନ କରାଯାଇଛି । ପ୍ରଶାସନ ପକ୍ଷରୁ ଶାନ୍ତି ଶୃଙ୍ଖଳା ବଜାୟ ରଖିବା ଲାଗି ଉଭୟ ସମ୍ପ୍ରଦାୟର ପ୍ରତିନିଧିଙ୍କୁ ନେଇ ଶାନ୍ତି କମିଟି ବୈଠକ ଡକାଯାଇଛି । ପରିସ୍ଥିତି ବର୍ତ୍ତମାନ ନିୟନ୍ତ୍ରଣାଧୀନ ରହିଛି ବୋଲି ଜିଲ୍ଲାପାଳ କହିଛନ୍ତି । କୌଣସି ଗୁଜବରେ କାନ ନଦେବା ଲାଗି ଜନସାଧାରଣଙ୍କୁ ଅନୁରୋଧ କରାଯାଇଛି । bbox=[743, 544, 915, 636]
bottom-story-text-4: ଗ୍ରାହକମାନେ ମଧ୍ୟ ନିଜ ନିରାପତ୍ତା ପ୍ରତି ସଚେତନ ରହିବା ଆବଶ୍ୟକ ବୋଲି ବିଶେଷଜ୍ଞମାନେ ପରାମର୍ଶ ଦେଇଛନ୍ତି । ନିୟମିତ ମକ୍ ଡ୍ରିଲ୍ ଆୟୋଜନ କରିବା ଉଚିତ । bbox=[1229, 1285, 1373, 1326]
story2-headline: ଆକ୍ରୋଶମୂଳକ ଖବର ପରିବେଷଣକୁ ନେଇ ଛାତ୍ରଛାତ୍ରୀଙ୍କ ତୀବ୍ର ନିନ୍ଦା bbox=[24, 493, 354, 544]
religious-story-dateline: ଭଦ୍ରକ, (ମହାଭାରତ) : bbox=[384, 544, 452, 554]
story2-body bbox=[13, 553, 366, 800]
story3-headline-l2: :ଯାକପୁର ପ୍ରଶାସନର କୁସଂସ୍କାର ନିରବତା, bbox=[65, 840, 314, 858]
story2-text-2: ଏକ ନିର୍ଦ୍ଦିଷ୍ଟ ଗଣମାଧ୍ୟମରେ ପ୍ରକାଶିତ ଆକ୍ରୋଶମୂଳକ ଖବର ପରିବେଷଣକୁ ନେଇ ଛାତ୍ରଛାତ୍ରୀମାନେ ତୀବ୍ର ନିନ୍ଦା ଜଣାଇଛନ୍ତି । ଏହି ଘଟଣାରେ ଶିକ୍ଷାନୁଷ୍ଠାନର ମାନ କ୍ଷୁଣ୍ଣ ହେଉଛି ବୋଲି ସେମାନେ ଅଭିଯୋଗ କରିଛନ୍ତି । ଅସତ୍ୟ ତଥ୍ୟ ଉପସ୍ଥାପନ କରି ସମାଜରେ ଭ୍ରାନ୍ତ ଧାରଣା ସୃଷ୍ଟି କରାଯାଉଛି ବୋଲି ମଧ୍ୟ କୁହାଯାଇଛି । ଭବିଷ୍ୟତରେ ଏଭଳି ଘଟଣା ଘଟିଲେ ଆଇନଗତ ପଦକ୍ଷେପ ନିଆଯିବ ବୋଲି ଛାତ୍ର ସଂଗଠନ ପକ୍ଷରୁ ଚେତାବନୀ ଦିଆଯାଇଛି । ଶାନ୍ତିପୂର୍ଣ୍ଣ ଭାବେ ପ୍ରତିବାଦ ସଭା ଅନୁଷ୍ଠିତ ହୋଇଥିଲା ଏବଂ ସମ୍ପୃକ୍ତ ଗଣମାଧ୍ୟମ ନିକଟରେ ସ୍ମାରକପତ୍ର ପ୍ରଦାନ କରାଯାଇଥିଲା । bbox=[13, 686, 185, 799]
religious-story-body bbox=[384, 544, 1095, 652]
